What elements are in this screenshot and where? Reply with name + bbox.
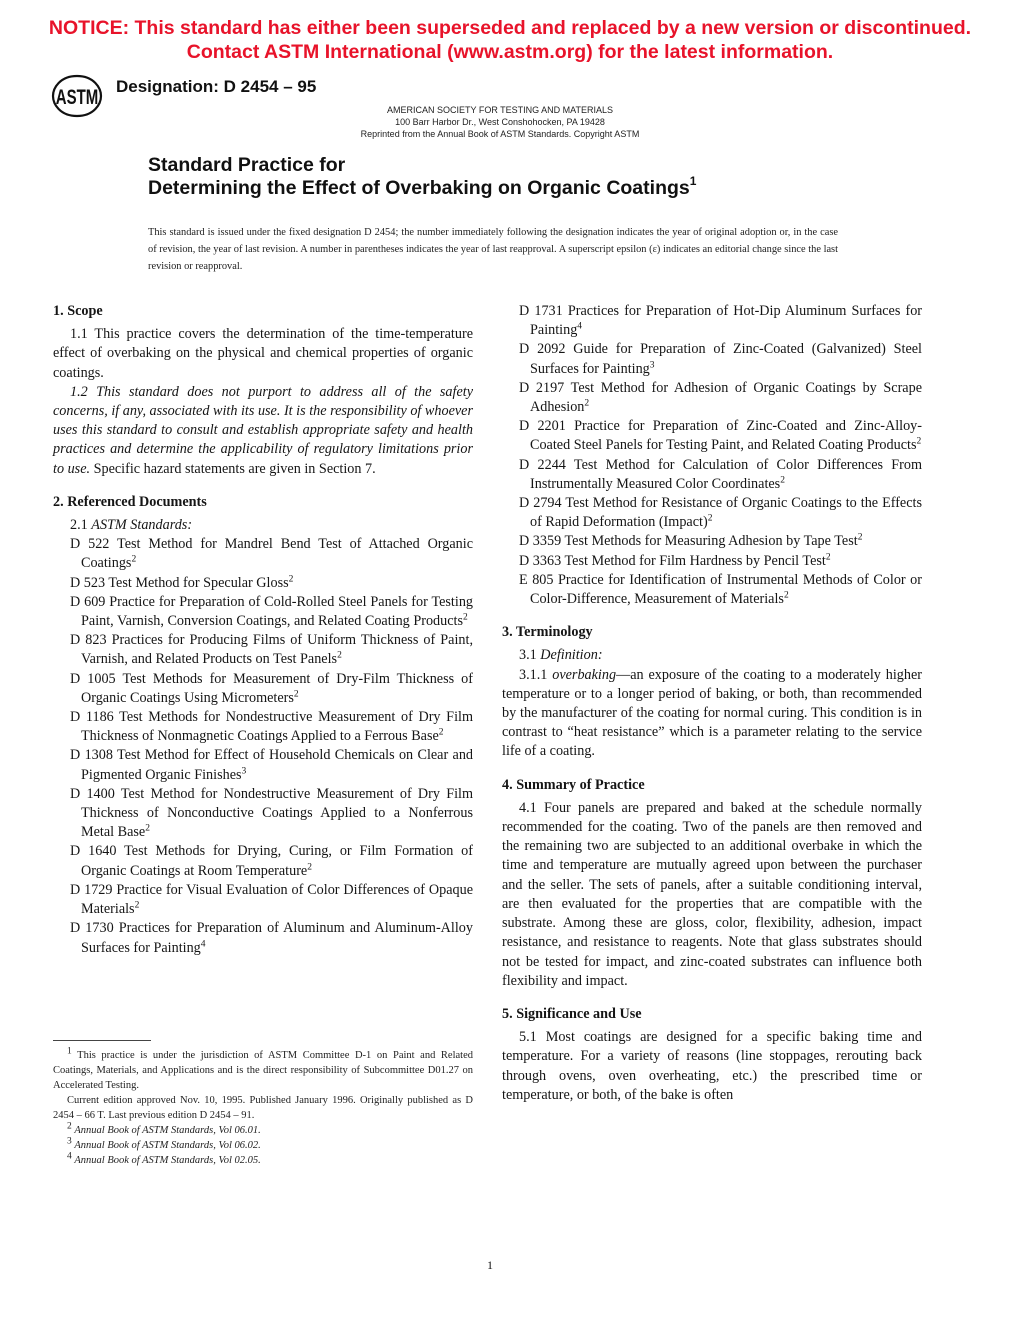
reference-code: D 2244	[519, 456, 566, 473]
reference-code: D 1005	[70, 670, 116, 687]
reference-footnote-mark: 2	[707, 513, 713, 524]
reference-footnote-mark: 2	[438, 727, 444, 738]
scope-hazard-note: Specific hazard statements are given in Section 7.	[93, 460, 376, 477]
reference-code: D 2092	[519, 341, 566, 358]
reference-footnote-mark: 3	[649, 359, 655, 370]
notice-line-1: NOTICE: This standard has either been superseded and replaced by a new version or discontinued.	[48, 17, 972, 39]
reference-code: D 609	[70, 593, 106, 610]
reference-footnote-mark: 2	[131, 554, 137, 565]
reference-item	[53, 670, 473, 708]
section-heading-significance: 5. Significance and Use	[502, 1005, 642, 1022]
title-line-2	[148, 173, 697, 200]
left-column	[53, 302, 473, 958]
reference-title: Practice for Preparation of Zinc-Coated and Zinc-Alloy-Coated Steel Panels for Testing Paint, and Related Coating Products	[530, 418, 923, 454]
footnote-4: $^4$ Annual Book of ASTM Standards, Vol 02.05.	[67, 1151, 261, 1166]
designation: Designation: D 2454 – 95	[116, 77, 317, 96]
reference-footnote-mark: 2	[825, 551, 831, 562]
reference-footnote-mark: 2	[584, 398, 590, 409]
reference-item	[53, 631, 473, 669]
reference-item	[502, 379, 922, 417]
section-heading-scope: 1. Scope	[53, 303, 103, 319]
scope-safety-statement: 1.2 This standard does not purport to address all of the safety concerns, if any, associated with its use. It is the responsibility of whoever uses this standard to consult and establish appropriate safety and health practices and determine the applicability of regulatory limitations prior to use.	[53, 383, 473, 477]
reference-item	[53, 842, 473, 880]
reference-title: Guide for Preparation of Zinc-Coated (Galvanized) Steel Surfaces for Painting	[530, 341, 922, 377]
reference-code: D 3359	[519, 533, 562, 550]
reprint-note: Reprinted from the Annual Book of ASTM Standards. Copyright ASTM	[360, 129, 640, 139]
reference-code: D 1400	[70, 785, 115, 802]
society-address: 100 Barr Harbor Dr., West Conshohocken, PA 19428	[395, 117, 605, 127]
summary-paragraph: 4.1 Four panels are prepared and baked at the schedule normally recommended for the coating. Two of the panels are then removed and the remaining two are subjected to an additional overbake in which the time and temperature are mutually agreed upon between the purchaser and the seller. The sets of panels, after a suitable conditioning interval, are then evaluated for the properties that are compatible with the substrate. Among these are gloss, color, flexibility, adhesion, impact resistance, and resistance to reagents. Note that glass substrates should not be tested for impact, and zinc-coated substrates can influence both flexibility and impact.	[502, 799, 922, 989]
reference-title: Practices for Preparation of Hot-Dip Aluminum Surfaces for Painting	[530, 303, 923, 339]
reference-title: Test Methods for Drying, Curing, or Film Formation of Organic Coatings at Room Temperature	[81, 843, 474, 879]
title-footnote-mark: 1	[689, 173, 697, 188]
title-line-1: Standard Practice for	[148, 154, 346, 176]
reference-list-right	[502, 302, 922, 609]
reference-title: Test Method for Specular Gloss	[108, 574, 289, 591]
footnote-3: $^3$ Annual Book of ASTM Standards, Vol 06.02.	[67, 1136, 261, 1151]
page-number: 1	[487, 1258, 493, 1272]
reference-footnote-mark: 2	[462, 612, 468, 623]
society-name: AMERICAN SOCIETY FOR TESTING AND MATERIALS	[386, 105, 614, 115]
reference-item	[502, 456, 922, 494]
astm-standards-label: 2.1 ASTM Standards:	[70, 517, 193, 534]
scope-paragraph-1: 1.1 This practice covers the determination of the time-temperature effect of overbaking on the physical and chemical properties of organic coatings.	[53, 326, 473, 381]
reference-code: D 2794	[519, 495, 562, 512]
footnote-2: $^2$ Annual Book of ASTM Standards, Vol 06.01.	[67, 1121, 261, 1136]
reference-footnote-mark: 2	[134, 900, 140, 911]
astm-logo-icon	[50, 74, 104, 118]
reference-title: Practice for Preparation of Cold-Rolled Steel Panels for Testing Paint, Varnish, Conversion Coatings, and Related Coating Products	[81, 593, 474, 630]
reference-item	[53, 535, 473, 573]
reference-item	[53, 746, 473, 784]
reference-footnote-mark: 2	[857, 532, 863, 543]
astm-logo-text: ASTM	[55, 84, 99, 109]
reference-list-left	[53, 535, 473, 957]
footnote-1: $^1$ This practice is under the jurisdiction of ASTM Committee D-1 on Paint and Related Coatings, Materials, and Applications and is the direct responsibility of Subcommittee D01.27 on Accelerated Testing.	[53, 1046, 473, 1091]
scope-paragraph-2	[53, 383, 473, 479]
section-heading-referenced: 2. Referenced Documents	[53, 493, 207, 510]
reference-title: Test Method for Nondestructive Measurement of Dry Film Thickness of Nonconductive Coatings Applied to a Nonferrous Metal Base	[81, 785, 474, 841]
reference-footnote-mark: 2	[307, 861, 312, 872]
reference-item	[502, 571, 922, 609]
reference-item	[502, 494, 922, 532]
reference-title: Test Method for Mandrel Bend Test of Attached Organic Coatings	[81, 536, 474, 572]
reference-item	[53, 881, 473, 919]
reference-item	[502, 417, 922, 455]
reference-code: D 2201	[519, 418, 566, 435]
reference-title: Test Method for Film Hardness by Pencil Test	[564, 552, 826, 569]
reference-code: D 3363	[519, 552, 562, 569]
reference-title: Test Methods for Measuring Adhesion by Tape Test	[564, 533, 858, 550]
reference-title: Practice for Identification of Instrumental Methods of Color or Color-Difference, Measurement of Materials	[530, 571, 923, 608]
reference-title: Test Method for Effect of Household Chemicals on Clear and Pigmented Organic Finishes	[81, 747, 474, 783]
reference-code: D 2197	[519, 379, 565, 396]
section-heading-terminology: 3. Terminology	[502, 624, 593, 641]
reference-item	[53, 593, 473, 631]
reference-footnote-mark: 2	[288, 573, 294, 584]
reference-item	[53, 708, 473, 746]
reference-item	[53, 574, 473, 593]
reference-footnote-mark: 2	[293, 689, 299, 700]
reference-code: D 1731	[519, 303, 563, 319]
definition-label: 3.1 Definition:	[519, 647, 603, 664]
reference-code: D 1729	[70, 881, 113, 898]
reference-item	[53, 919, 473, 957]
reference-code: D 1308	[70, 747, 113, 764]
reference-code: D 1640	[70, 843, 117, 860]
footnote-1-edition: Current edition approved Nov. 10, 1995. Published January 1996. Originally published as D 2454 – 66 T. Last previous edition D 2454 – 91.	[53, 1095, 473, 1121]
reference-title: Test Method for Resistance of Organic Coatings to the Effects of Rapid Deformation (Impact)	[530, 495, 922, 531]
reference-item	[53, 785, 473, 843]
reference-code: E 805	[519, 571, 554, 588]
significance-paragraph: 5.1 Most coatings are designed for a specific baking time and temperature. For a variety of reasons (line stoppages, rerouting back through ovens, oven overheating, etc.) the prescribed time or temperature, or both, of the bake is often	[502, 1029, 922, 1103]
reference-footnote-mark: 4	[200, 938, 206, 949]
reference-code: D 1730	[70, 920, 114, 937]
reference-footnote-mark: 2	[780, 475, 785, 486]
reference-footnote-mark: 2	[337, 650, 342, 661]
reference-title: Practices for Producing Films of Uniform Thickness of Paint, Varnish, and Related Products on Test Panels	[81, 632, 473, 668]
issuance-note: This standard is issued under the fixed designation D 2454; the number immediately following the designation indicates the year of original adoption or, in the case of revision, the year of last revision. A number in parentheses indicates the year of last reapproval. A superscript epsilon (ε) indicates an editorial change since the last revision or reapproval.	[148, 227, 838, 272]
right-column	[502, 302, 922, 1105]
reference-code: D 522	[70, 536, 110, 553]
reference-code: D 523	[70, 574, 106, 591]
reference-item	[502, 532, 922, 551]
reference-footnote-mark: 2	[145, 823, 150, 834]
reference-title: Test Method for Adhesion of Organic Coatings by Scrape Adhesion	[530, 379, 922, 416]
reference-code: D 823	[70, 632, 107, 649]
reference-code: D 1186	[70, 709, 114, 726]
title-text: Determining the Effect of Overbaking on Organic Coatings	[148, 177, 690, 199]
reference-title: Practice for Visual Evaluation of Color Differences of Opaque Materials	[81, 881, 474, 918]
reference-title: Practices for Preparation of Aluminum and Aluminum-Alloy Surfaces for Painting	[81, 920, 473, 956]
definition-overbaking: 3.1.1 overbaking—an exposure of the coating to a moderately higher temperature or to a longer period of baking, or both, than recommended by the manufacturer of the coating for normal curing. This condition is in contrast to “heat resistance” which is a parameter relating to the service life of a coating.	[502, 666, 922, 760]
reference-title: Test Methods for Measurement of Dry-Film Thickness of Organic Coatings Using Micrometers	[81, 670, 473, 706]
reference-footnote-mark: 3	[241, 765, 247, 776]
section-heading-summary: 4. Summary of Practice	[502, 776, 645, 793]
footnote-divider	[53, 1040, 151, 1041]
reference-item	[502, 552, 922, 571]
reference-title: Test Methods for Nondestructive Measurement of Dry Film Thickness of Nonmagnetic Coatings Applied to a Ferrous Base	[81, 709, 473, 745]
notice-line-2: Contact ASTM International (www.astm.org) for the latest information.	[186, 41, 834, 63]
reference-footnote-mark: 2	[916, 436, 922, 447]
reference-footnote-mark: 2	[783, 590, 789, 601]
reference-title: Test Method for Calculation of Color Differences From Instrumentally Measured Color Coordinates	[530, 456, 923, 492]
reference-item	[502, 340, 922, 378]
reference-item	[502, 302, 922, 340]
reference-footnote-mark: 4	[577, 321, 583, 332]
footnotes	[53, 1048, 473, 1168]
